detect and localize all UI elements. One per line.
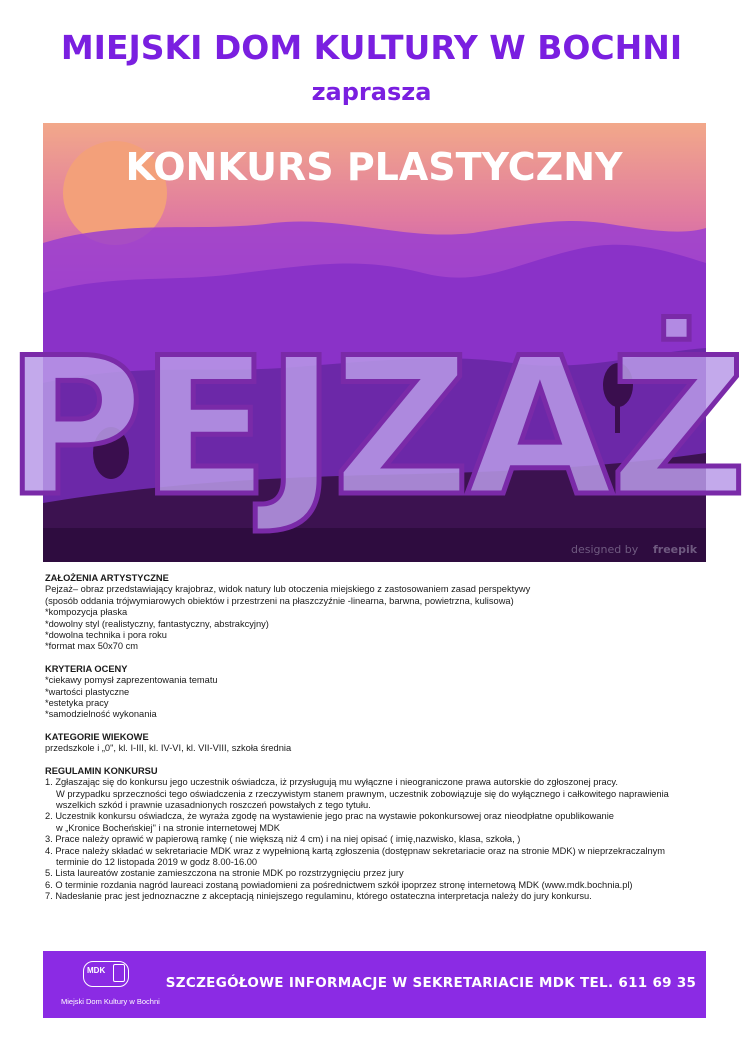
text-line: *wartości plastyczne (45, 686, 130, 697)
section-criteria (45, 664, 710, 721)
rule-item: 7. Nadesłanie prac jest jednoznaczne z akceptacją niniejszego regulaminu, którego ostateczna interpretacja należy do jury konkursu. (45, 891, 592, 902)
rule-item: 2. Uczestnik konkursu oświadcza, że wyraża zgodę na wystawienie jego prac na wystawie pokonkursowej oraz nieodpłatne opublikowanie (45, 811, 614, 822)
rule-item: w „Kronice Bocheńskiej" i na stronie internetowej MDK (56, 822, 280, 833)
logo-text: Miejski Dom Kultury w Bochni (61, 997, 160, 1006)
page-subtitle: zaprasza (311, 78, 432, 106)
landscape-illustration (4, 123, 743, 562)
text-line: (sposób oddania trójwymiarowych obiektów i przestrzeni na płaszczyźnie -linearna, barwna, powietrzna, kulisowa) (45, 595, 514, 606)
text-line: przedszkole i „0", kl. I-III, kl. IV-VI, kl. VII-VIII, szkoła średnia (45, 743, 292, 754)
rule-item: 6. O terminie rozdania nagród laureaci zostaną powiadomieni za pośrednictwem szkół ipoprzez stronę internetową MDK (www.mdk.bochnia.pl) (45, 879, 633, 890)
rule-item: 5. Lista laureatów zostanie zamieszczona na stronie MDK po rozstrzygnięciu przez jury (45, 868, 404, 879)
section-rules (45, 766, 710, 903)
text-line: *kompozycja płaska (45, 607, 128, 618)
big-word: PEJZAŻ (4, 317, 743, 538)
text-line: *dowolny styl (realistyczny, fantastyczny, abstrakcyjny) (45, 618, 269, 629)
rule-item: 1. Zgłaszając się do konkursu jego uczestnik oświadcza, iż przysługują mu wyłączne i nieograniczone prawa autorskie do zgłoszonej pracy. (45, 777, 618, 788)
contest-banner (4, 123, 743, 562)
section-heading: KATEGORIE WIEKOWE (45, 731, 149, 742)
freepik-logo: freepik (653, 543, 698, 556)
contest-details (45, 573, 710, 914)
tower-icon (113, 964, 125, 982)
text-line: *format max 50x70 cm (45, 641, 139, 652)
rule-item: 4. Prace należy składać w sekretariacie MDK wraz z wypełnioną kartą zgłoszenia (dostępnaw sekretariacie oraz na stronie MDK) w nieprzekraczalnym (45, 845, 666, 856)
rules-list (45, 777, 710, 902)
text-line: *estetyka pracy (45, 698, 109, 709)
footer-bar (43, 951, 706, 1018)
logo-abbr: MDK (87, 966, 106, 975)
rule-item: terminie do 12 listopada 2019 w godz 8.00-16.00 (56, 856, 258, 867)
text-line: Pejzaż– obraz przedstawiający krajobraz, widok natury lub otoczenia miejskiego z zastosowaniem zasad perspektywy (45, 584, 531, 595)
mdk-logo (61, 959, 161, 1014)
section-artistic-assumptions (45, 573, 710, 653)
text-line: *dowolna technika i pora roku (45, 630, 167, 641)
rule-item: 3. Prace należy oprawić w papierową ramkę ( nie większą niż 4 cm) i na niej opisać ( imię,nazwisko, klasa, szkoła, ) (45, 834, 521, 845)
section-age-categories (45, 732, 710, 755)
section-heading: REGULAMIN KONKURSU (45, 765, 158, 776)
rule-item: wszelkich szkód i prawnie uzasadnionych roszczeń powstałych z tego tytułu. (56, 799, 371, 810)
text-line: *samodzielność wykonania (45, 709, 157, 720)
section-heading: KRYTERIA OCENY (45, 663, 128, 674)
credit-text: designed by (571, 543, 639, 556)
text-line: *ciekawy pomysł zaprezentowania tematu (45, 675, 218, 686)
contest-heading: KONKURS PLASTYCZNY (125, 145, 623, 189)
section-heading: ZAŁOŻENIA ARTYSTYCZNE (45, 573, 169, 583)
page-title: MIEJSKI DOM KULTURY W BOCHNI (60, 28, 683, 67)
contact-info: SZCZEGÓŁOWE INFORMACJE W SEKRETARIACIE MDK TEL. 611 69 35 (165, 975, 697, 991)
rule-item: W przypadku sprzeczności tego oświadczenia z rzeczywistym stanem prawnym, uczestnik zobowiązuje się do wyłącznego i całkowitego naprawienia (56, 788, 669, 799)
